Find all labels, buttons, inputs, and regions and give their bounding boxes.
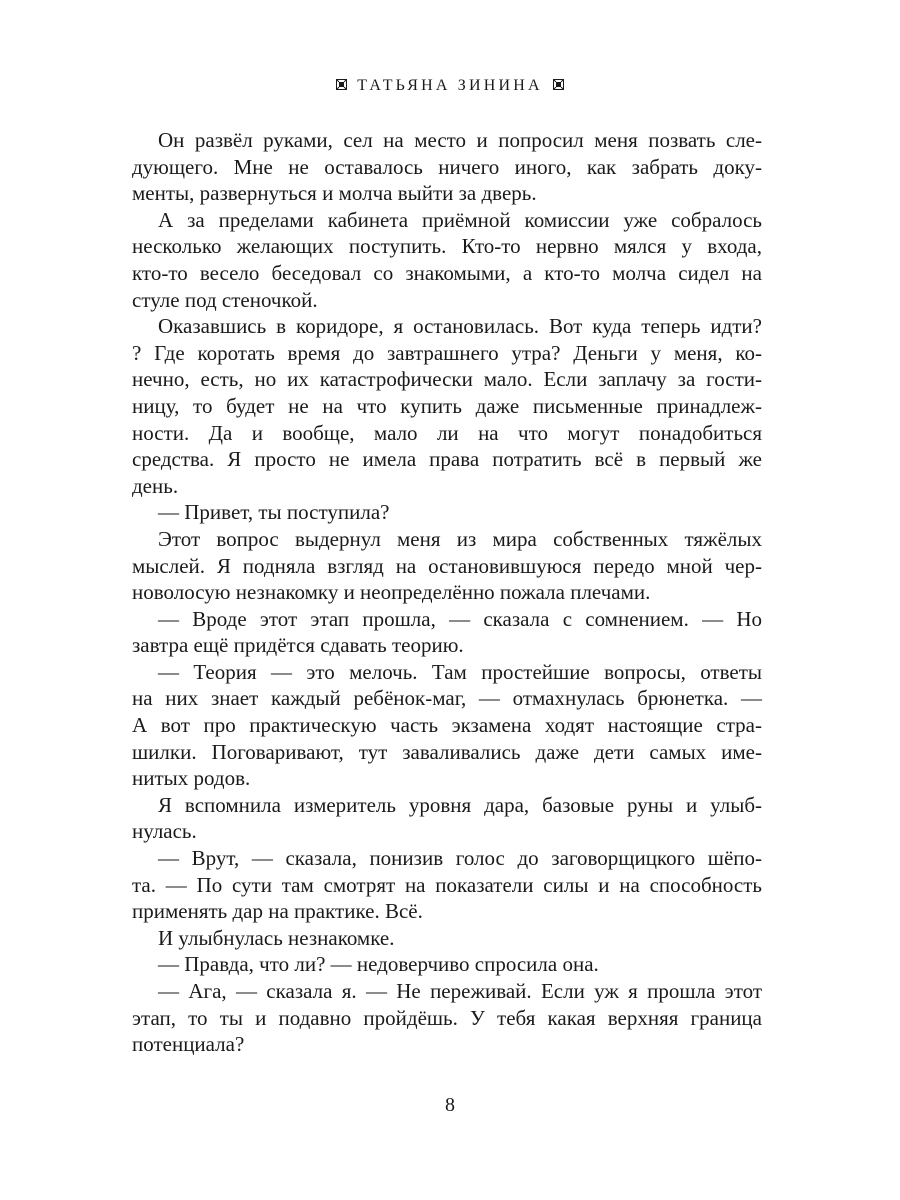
text-line: применять дар на практике. Всё. bbox=[132, 899, 423, 924]
text-line: Этот вопрос выдернул меня из мира собственных тяжёлых bbox=[158, 526, 762, 551]
running-head bbox=[0, 74, 900, 98]
text-line: несколько желающих поступить. Кто-то нервно мялся у входа, bbox=[132, 234, 762, 259]
text-line: стуле под стеночкой. bbox=[132, 287, 318, 312]
text-line: мыслей. Я подняла взгляд на остановившуюся передо мной чер- bbox=[132, 553, 762, 578]
text-line: нулась. bbox=[132, 819, 197, 844]
page-number: 8 bbox=[445, 1094, 455, 1116]
text-line: ницу, то будет не на что купить даже письменные принадлеж- bbox=[132, 393, 762, 418]
text-line: нитых родов. bbox=[132, 766, 251, 791]
text-line: день. bbox=[132, 473, 179, 498]
text-line: — Теория — это мелочь. Там простейшие вопросы, ответы bbox=[158, 659, 762, 684]
text-line: Я вспомнила измеритель уровня дара, базовые руны и улыб- bbox=[158, 792, 762, 817]
text-line: завтра ещё придётся сдавать теорию. bbox=[132, 633, 464, 658]
author-name: ТАТЬЯНА ЗИНИНА bbox=[357, 77, 543, 94]
text-line: на них знает каждый ребёнок-маг, — отмахнулась брюнетка. — bbox=[132, 686, 762, 711]
text-line: А вот про практическую часть экзамена ходят настоящие стра- bbox=[132, 713, 762, 738]
text-line: — Правда, что ли? — недоверчиво спросила она. bbox=[158, 952, 599, 977]
text-line: — Привет, ты поступила? bbox=[158, 500, 390, 525]
text-line: новолосую незнакомку и неопределённо пожала плечами. bbox=[132, 580, 651, 605]
text-line: — Вроде этот этап прошла, — сказала с сомнением. — Но bbox=[158, 606, 762, 631]
body-text bbox=[132, 127, 762, 1058]
text-line: нечно, есть, но их катастрофически мало. Если заплачу за гости- bbox=[132, 367, 762, 392]
text-line: менты, развернуться и молча выйти за дверь. bbox=[132, 181, 537, 206]
text-line: — Ага, — сказала я. — Не переживай. Если уж я прошла этот bbox=[158, 979, 762, 1003]
ornament-icon bbox=[336, 79, 347, 90]
text-line: А за пределами кабинета приёмной комиссии уже собралось bbox=[158, 207, 762, 232]
text-line: та. — По сути там смотрят на показатели силы и на способность bbox=[132, 872, 762, 897]
text-line: дующего. Мне не оставалось ничего иного, как забрать доку- bbox=[132, 154, 762, 179]
text-line: этап, то ты и подавно пройдёшь. У тебя какая верхняя граница bbox=[132, 1005, 762, 1030]
text-line: средства. Я просто не имела права потратить всё в первый же bbox=[132, 447, 762, 472]
text-line: потенциала? bbox=[132, 1032, 245, 1057]
text-line: Оказавшись в коридоре, я остановилась. Вот куда теперь идти? bbox=[158, 314, 762, 339]
text-line: — Врут, — сказала, понизив голос до заговорщицкого шёпо- bbox=[158, 846, 762, 871]
text-line: ? Где коротать время до завтрашнего утра? Деньги у меня, ко- bbox=[132, 340, 762, 365]
text-line: Он развёл руками, сел на место и попросил меня позвать сле- bbox=[158, 128, 762, 152]
text-line: И улыбнулась незнакомке. bbox=[158, 925, 395, 950]
text-line: ности. Да и вообще, мало ли на что могут понадобиться bbox=[132, 420, 762, 445]
text-line: кто-то весело беседовал со знакомыми, а кто-то молча сидел на bbox=[132, 260, 762, 285]
ornament-icon bbox=[553, 79, 564, 90]
text-line: шилки. Поговаривают, тут заваливались даже дети самых име- bbox=[132, 739, 762, 764]
